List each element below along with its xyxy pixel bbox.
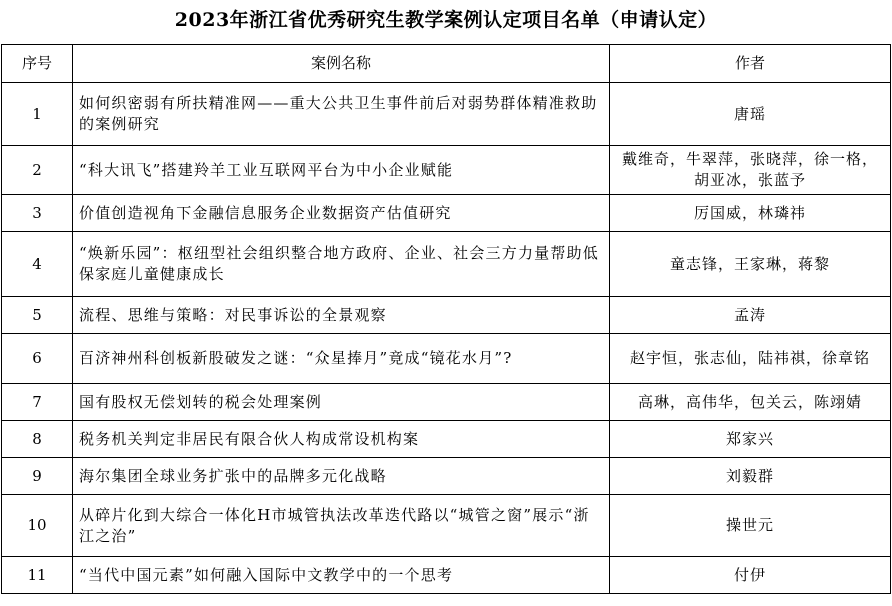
table-row [2,83,891,146]
row-case-name: 价值创造视角下金融信息服务企业数据资产估值研究 [73,195,610,232]
table-header-row [2,45,891,83]
header-name: 案例名称 [73,45,610,83]
table-row [2,297,891,334]
row-num: 9 [2,458,73,495]
row-author: 厉国威，林璘祎 [610,195,891,232]
row-num: 8 [2,421,73,458]
header-num: 序号 [2,45,73,83]
row-num: 7 [2,384,73,421]
page-title: 2023年浙江省优秀研究生教学案例认定项目名单（申请认定） [174,9,718,31]
row-num: 11 [2,557,73,594]
case-list-table [1,44,891,594]
row-case-name: 海尔集团全球业务扩张中的品牌多元化战略 [73,458,610,495]
row-author: 郑家兴 [610,421,891,458]
row-num: 6 [2,334,73,384]
row-case-name: 从碎片化到大综合一体化H市城管执法改革迭代路以“城管之窗”展示“浙江之治” [73,495,610,557]
table-row [2,146,891,195]
row-num: 1 [2,83,73,146]
row-case-name: 百济神州科创板新股破发之谜：“众星捧月”竟成“镜花水月”? [73,334,610,384]
row-num: 2 [2,146,73,195]
table-row [2,495,891,557]
row-num: 3 [2,195,73,232]
table-row [2,557,891,594]
row-num: 10 [2,495,73,557]
row-case-name: 如何织密弱有所扶精准网——重大公共卫生事件前后对弱势群体精准救助的案例研究 [73,83,610,146]
row-case-name: “焕新乐园”：枢纽型社会组织整合地方政府、企业、社会三方力量帮助低保家庭儿童健康成长 [73,232,610,297]
row-author: 唐瑶 [610,83,891,146]
row-case-name: “当代中国元素”如何融入国际中文教学中的一个思考 [73,557,610,594]
table-row [2,195,891,232]
row-author: 童志锋，王家琳，蒋黎 [610,232,891,297]
row-case-name: 国有股权无偿划转的税会处理案例 [73,384,610,421]
header-author: 作者 [610,45,891,83]
row-case-name: “科大讯飞”搭建羚羊工业互联网平台为中小企业赋能 [73,146,610,195]
table-row [2,334,891,384]
row-author: 付伊 [610,557,891,594]
row-author: 操世元 [610,495,891,557]
row-author: 刘毅群 [610,458,891,495]
row-case-name: 流程、思维与策略：对民事诉讼的全景观察 [73,297,610,334]
table-row [2,458,891,495]
row-author: 戴维奇，牛翠萍，张晓萍，徐一格，胡亚冰，张蓝予 [610,146,891,195]
table-row [2,232,891,297]
row-author: 孟涛 [610,297,891,334]
row-author: 赵宇恒，张志仙，陆祎祺，徐章铭 [610,334,891,384]
table-row [2,421,891,458]
row-num: 5 [2,297,73,334]
row-case-name: 税务机关判定非居民有限合伙人构成常设机构案 [73,421,610,458]
table-row [2,384,891,421]
row-author: 高琳，高伟华，包关云，陈翊婧 [610,384,891,421]
row-num: 4 [2,232,73,297]
